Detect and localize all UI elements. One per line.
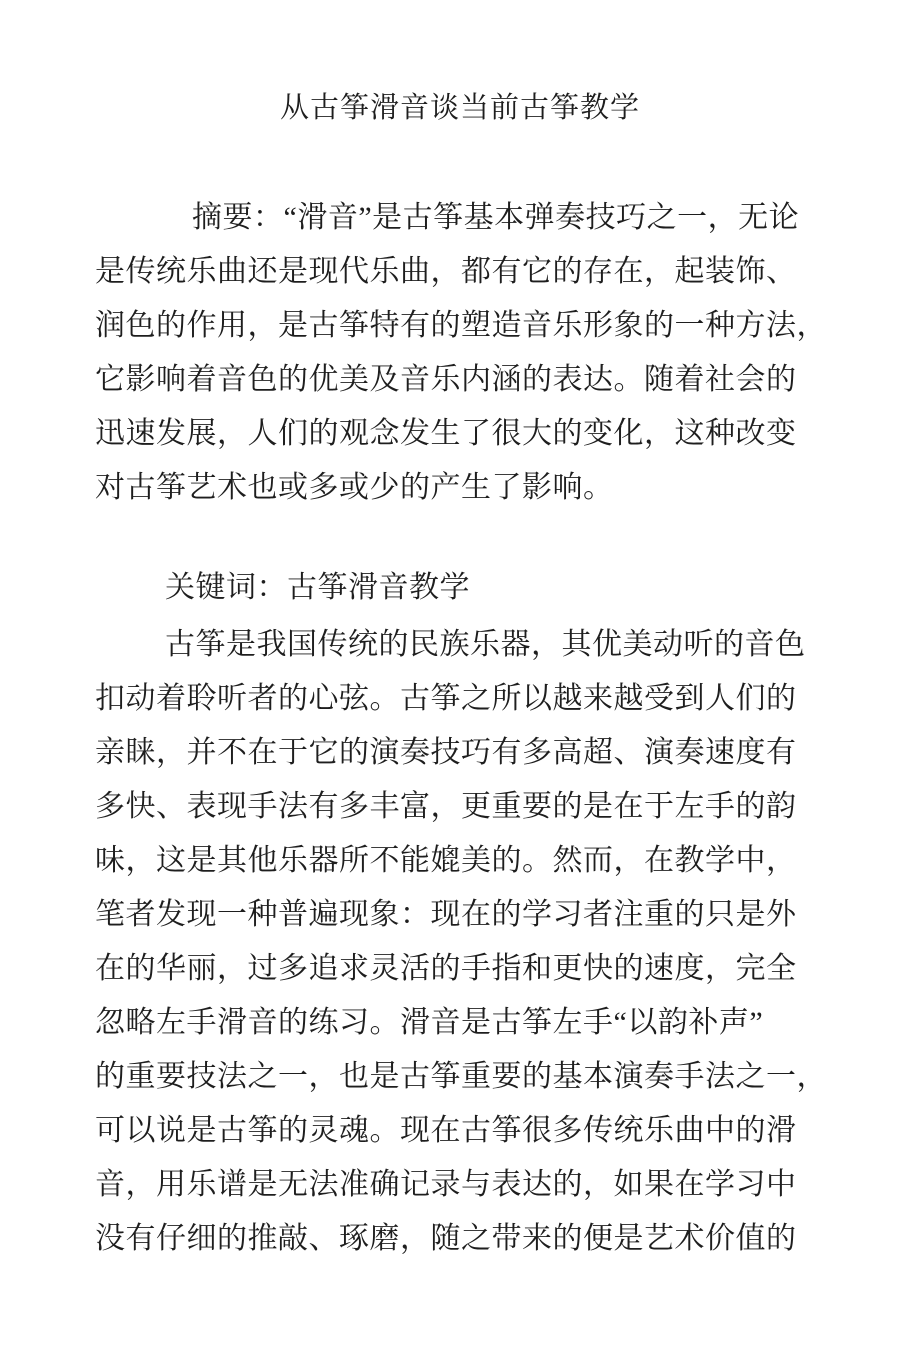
text-line: 亲睐，并不在于它的演奏技巧有多高超、演奏速度有 (95, 736, 797, 769)
text-line: 迅速发展，人们的观念发生了很大的变化，这种改变 (95, 417, 797, 450)
text-line: 可以说是古筝的灵魂。现在古筝很多传统乐曲中的滑 (95, 1114, 797, 1147)
text-line: 在的华丽，过多追求灵活的手指和更快的速度，完全 (95, 952, 797, 985)
document-title: 从古筝滑音谈当前古筝教学 (279, 92, 640, 124)
text-line: 摘要：“滑音”是古筝基本弹奏技巧之一，无论 (192, 201, 800, 234)
text-line: 是传统乐曲还是现代乐曲，都有它的存在，起装饰、 (95, 255, 797, 288)
document-body (95, 191, 835, 1266)
text-line: 味，这是其他乐器所不能媲美的。然而，在教学中， (95, 844, 797, 877)
text-line: 对古筝艺术也或多或少的产生了影响。 (95, 471, 614, 504)
text-line: 古筝是我国传统的民族乐器，其优美动听的音色 (165, 628, 806, 661)
paragraph-body (95, 618, 835, 1266)
text-line: 扣动着聆听者的心弦。古筝之所以越来越受到人们的 (95, 682, 797, 715)
text-line: 多快、表现手法有多丰富，更重要的是在于左手的韵 (95, 790, 797, 823)
text-line: 没有仔细的推敲、琢磨，随之带来的便是艺术价值的 (95, 1222, 797, 1255)
paragraph-keywords (95, 561, 835, 615)
text-line: 笔者发现一种普遍现象：现在的学习者注重的只是外 (95, 898, 797, 931)
text-line: 关键词：古筝滑音教学 (165, 571, 470, 604)
text-line: 的重要技法之一，也是古筝重要的基本演奏手法之一， (95, 1060, 827, 1093)
text-line: 它影响着音色的优美及音乐内涵的表达。随着社会的 (95, 363, 797, 396)
paragraph-abstract (95, 191, 835, 515)
text-line: 润色的作用，是古筝特有的塑造音乐形象的一种方法， (95, 309, 827, 342)
text-line: 忽略左手滑音的练习。滑音是古筝左手“以韵补声” (95, 1006, 764, 1039)
text-line: 音，用乐谱是无法准确记录与表达的，如果在学习中 (95, 1168, 797, 1201)
